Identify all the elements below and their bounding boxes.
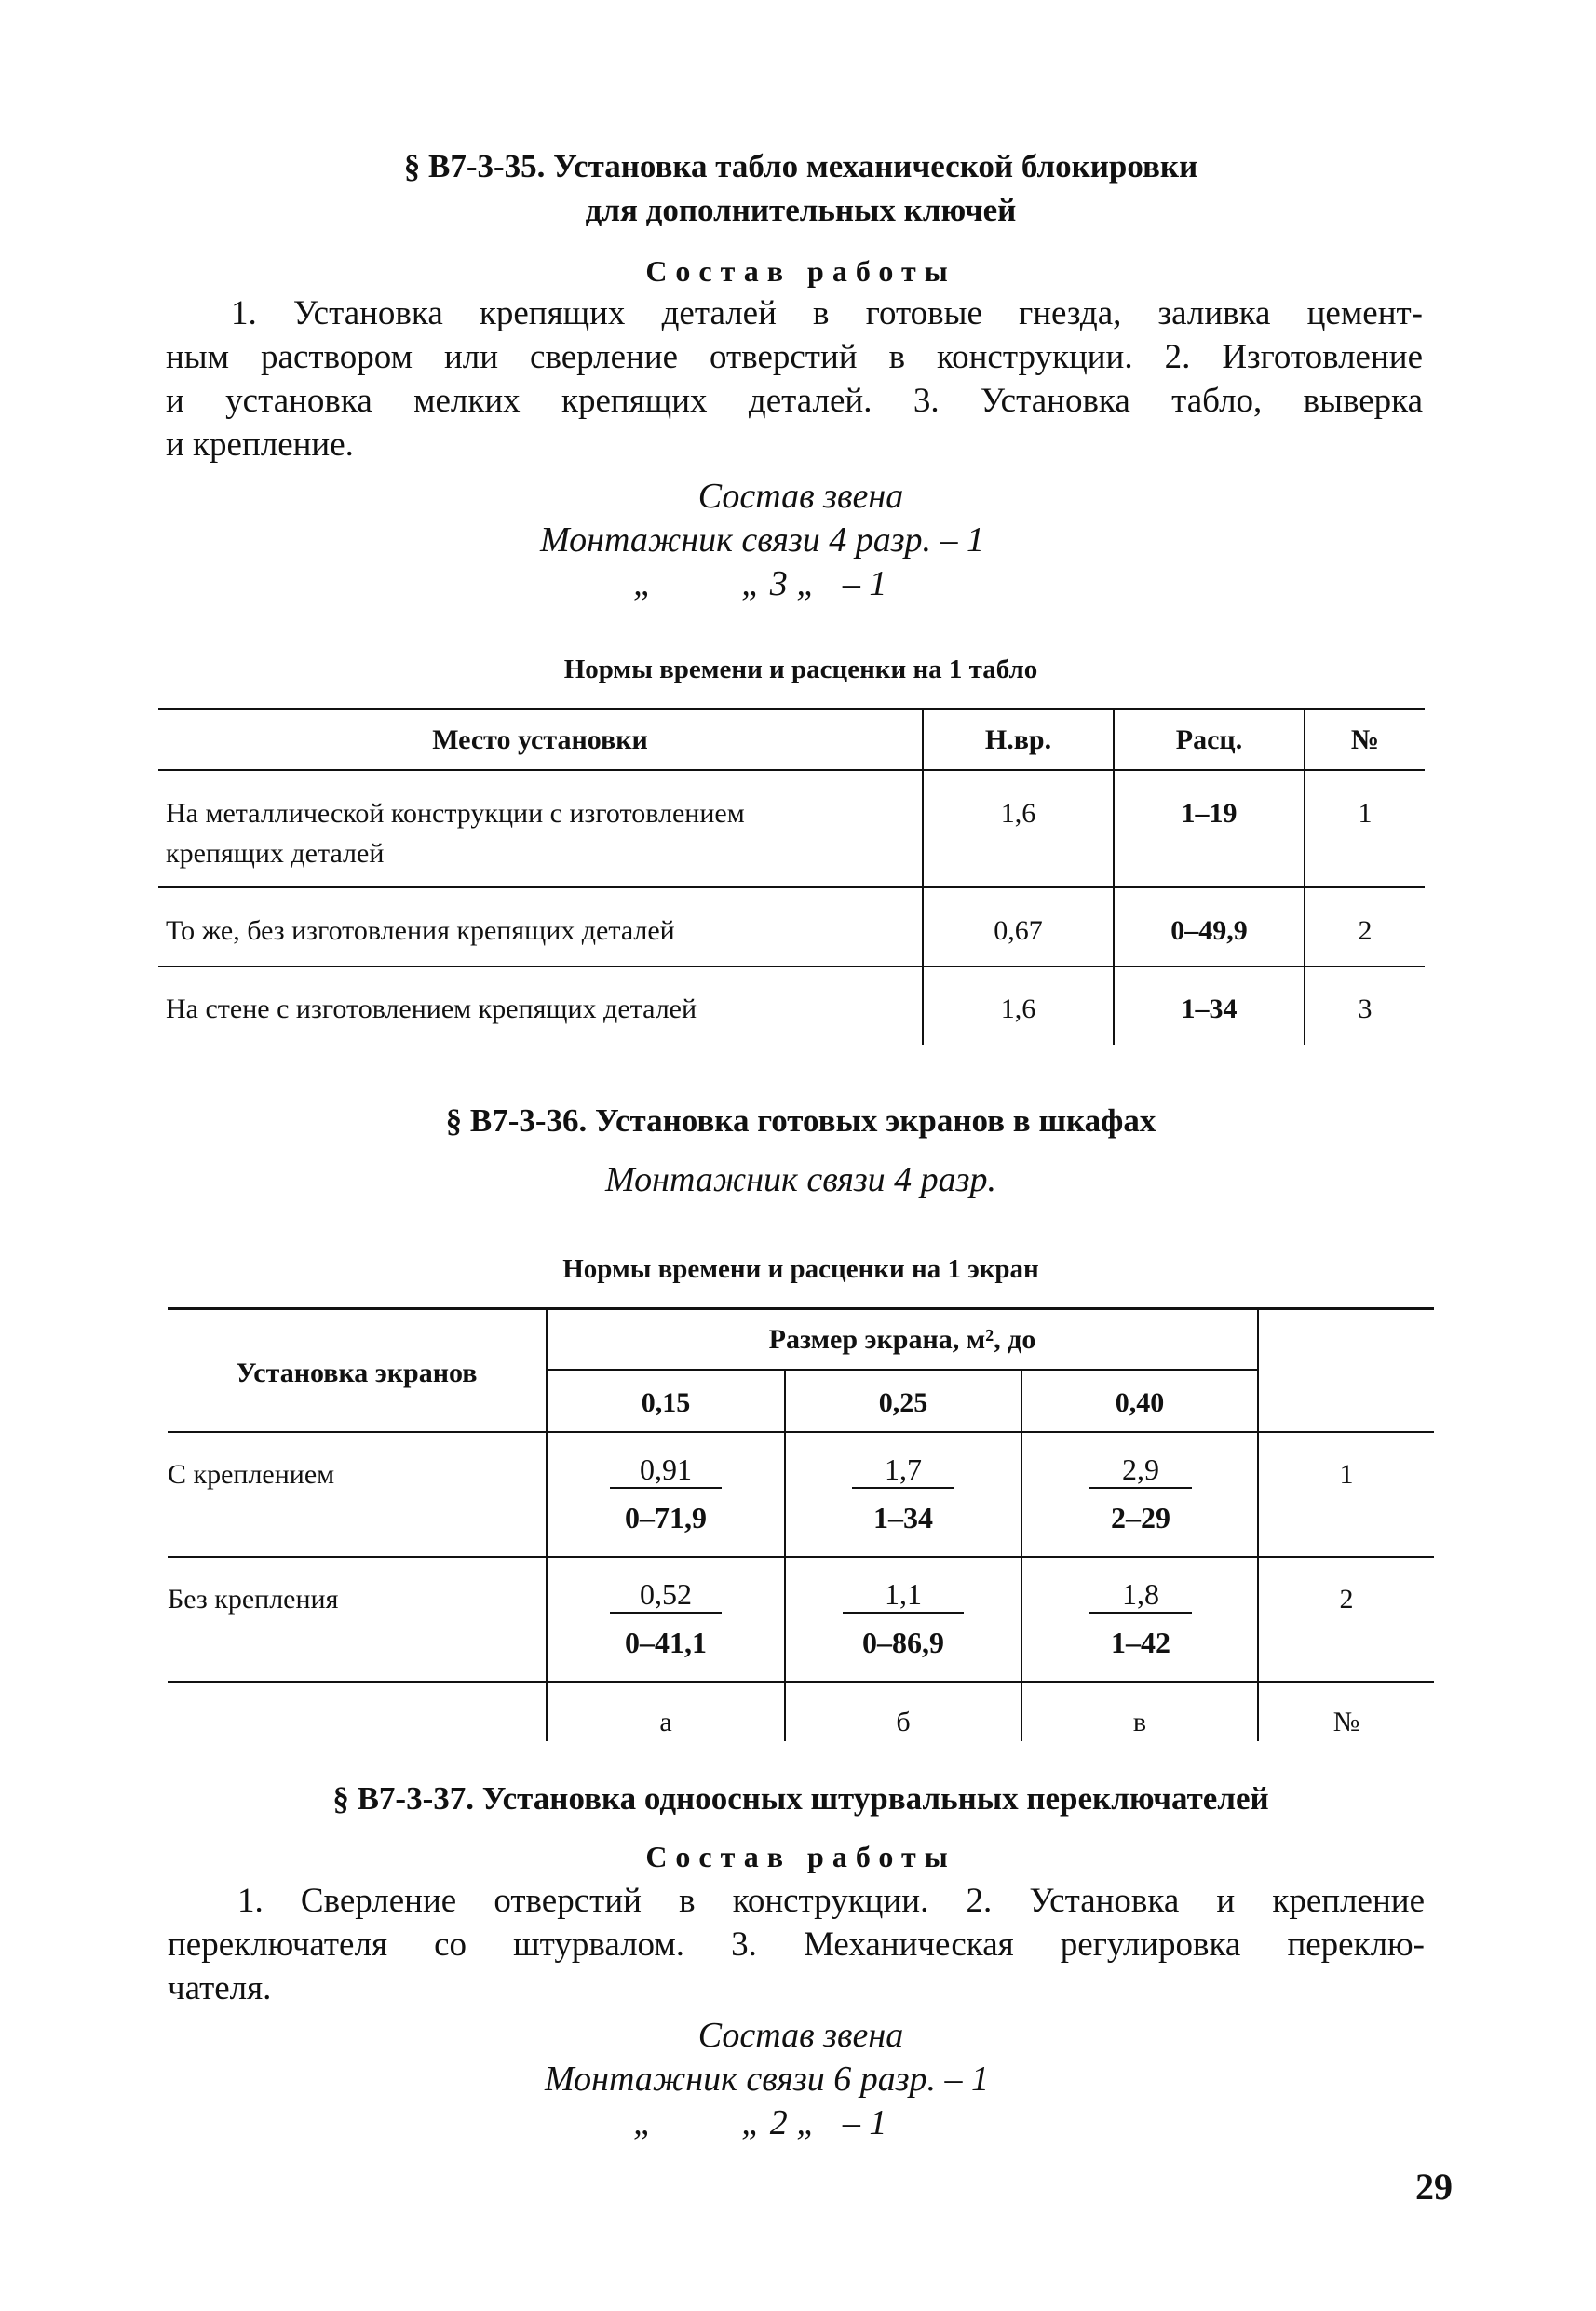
table-rule xyxy=(158,769,1425,771)
table-rule xyxy=(168,1556,1434,1558)
header-size-group: Размер экрана, м², до xyxy=(768,1324,1036,1355)
table-rule xyxy=(546,1369,1258,1371)
table-rule xyxy=(158,966,1425,967)
section3-crew-line2: „ „ 2 „ – 1 xyxy=(633,2103,887,2142)
section1-crew-line1: Монтажник связи 4 разр. – 1 xyxy=(540,520,985,560)
table-row-label: С креплением xyxy=(168,1459,335,1490)
section1-title-line2: для дополнительных ключей xyxy=(585,192,1017,228)
table-col-rule xyxy=(546,1309,548,1741)
section2-title: § В7-3-36. Установка готовых экранов в шкафах xyxy=(445,1102,1156,1139)
norm-value: 0,52 xyxy=(610,1577,722,1614)
table-cell-num: 1 xyxy=(1339,1459,1354,1490)
work-line: чателя. xyxy=(168,1969,272,2007)
work-line: 1. Сверление отверстий в конструкции. 2. Установка и крепление xyxy=(237,1882,1425,1920)
table-cell-num: 1 xyxy=(1358,798,1373,829)
rate-value: 0–71,9 xyxy=(625,1501,707,1534)
footer-col-a: а xyxy=(659,1707,672,1737)
table-row-place: То же, без изготовления крепящих деталей xyxy=(166,915,675,946)
footer-col-c: в xyxy=(1132,1707,1147,1737)
table-col-rule xyxy=(1257,1309,1259,1741)
section1-work-text xyxy=(166,291,1423,466)
rate-value: 2–29 xyxy=(1111,1501,1170,1534)
norm-value: 1,1 xyxy=(843,1577,964,1614)
table-col-rule xyxy=(784,1369,786,1741)
table-cell-nvr: 1,6 xyxy=(1000,798,1036,829)
header-num: № xyxy=(1350,724,1380,755)
section1-crew-heading: Состав звена xyxy=(697,477,904,516)
footer-col-num: № xyxy=(1332,1707,1360,1737)
section3-title: § В7-3-37. Установка одноосных штурвальных переключателей xyxy=(332,1780,1269,1817)
table-cell-rasc: 0–49,9 xyxy=(1170,915,1248,946)
table-row-place xyxy=(166,793,911,873)
table-rule xyxy=(158,708,1425,710)
table-cell-num: 2 xyxy=(1339,1584,1354,1615)
header-size-b: 0,25 xyxy=(878,1387,928,1418)
section3-crew-heading: Состав звена xyxy=(697,2016,904,2055)
section2-crew: Монтажник связи 4 разр. xyxy=(604,1160,997,1199)
section1-title-line1: § В7-3-35. Установка табло механической блокировки xyxy=(403,148,1198,184)
table-row-label: Без крепления xyxy=(168,1584,339,1615)
rate-value: 1–42 xyxy=(1111,1626,1170,1659)
section2-table-caption: Нормы времени и расценки на 1 экран xyxy=(562,1254,1039,1284)
section1-crew-line2: „ „ 3 „ – 1 xyxy=(633,564,887,603)
section1-work-heading: Состав работы xyxy=(645,254,956,288)
header-place: Место установки xyxy=(432,724,648,755)
section1-table-caption: Нормы времени и расценки на 1 табло xyxy=(563,655,1038,684)
footer-col-b: б xyxy=(896,1707,911,1737)
header-size-c: 0,40 xyxy=(1115,1387,1165,1418)
header-rasc: Расц. xyxy=(1175,724,1243,755)
work-line: 1. Установка крепящих деталей в готовые гнезда, заливка цемент- xyxy=(231,294,1423,332)
work-line: и установка мелких крепящих деталей. 3. Установка табло, выверка xyxy=(166,382,1423,420)
norm-value: 1,7 xyxy=(852,1453,954,1489)
header-nvr: Н.вр. xyxy=(984,724,1052,755)
rate-value: 1–34 xyxy=(873,1501,933,1534)
table-rule xyxy=(168,1681,1434,1683)
norm-value: 1,8 xyxy=(1089,1577,1192,1614)
table-cell-num: 3 xyxy=(1358,993,1373,1024)
place-line: крепящих деталей xyxy=(166,838,385,869)
table-row-place: На стене с изготовлением крепящих деталей xyxy=(166,993,697,1024)
rate-value: 0–41,1 xyxy=(625,1626,707,1659)
norm-value: 2,9 xyxy=(1089,1453,1192,1489)
header-size-a: 0,15 xyxy=(641,1387,691,1418)
section3-work-text xyxy=(168,1879,1425,2010)
section3-work-heading: Состав работы xyxy=(645,1840,956,1873)
table-cell-nvr: 0,67 xyxy=(994,915,1043,946)
table-cell-rasc: 1–19 xyxy=(1181,798,1238,829)
place-line: На металлической конструкции с изготовлением xyxy=(166,798,745,829)
table-col-rule xyxy=(1021,1369,1022,1741)
table-cell-rasc: 1–34 xyxy=(1181,993,1238,1024)
table-rule xyxy=(168,1431,1434,1433)
work-line: и крепление. xyxy=(166,426,354,464)
table-cell-nvr: 1,6 xyxy=(1000,993,1036,1024)
section3-crew-line1: Монтажник связи 6 разр. – 1 xyxy=(545,2060,990,2099)
work-line: ным раствором или сверление отверстий в конструкции. 2. Изготовление xyxy=(166,338,1423,376)
norm-value: 0,91 xyxy=(610,1453,722,1489)
work-line: переключателя со штурвалом. 3. Механическая регулировка переклю- xyxy=(168,1926,1425,1964)
page-number: 29 xyxy=(1415,2166,1453,2208)
rate-value: 0–86,9 xyxy=(862,1626,944,1659)
header-install: Установка экранов xyxy=(236,1358,478,1388)
table-cell-num: 2 xyxy=(1358,915,1373,946)
table-rule xyxy=(158,886,1425,888)
table-rule xyxy=(168,1307,1434,1310)
